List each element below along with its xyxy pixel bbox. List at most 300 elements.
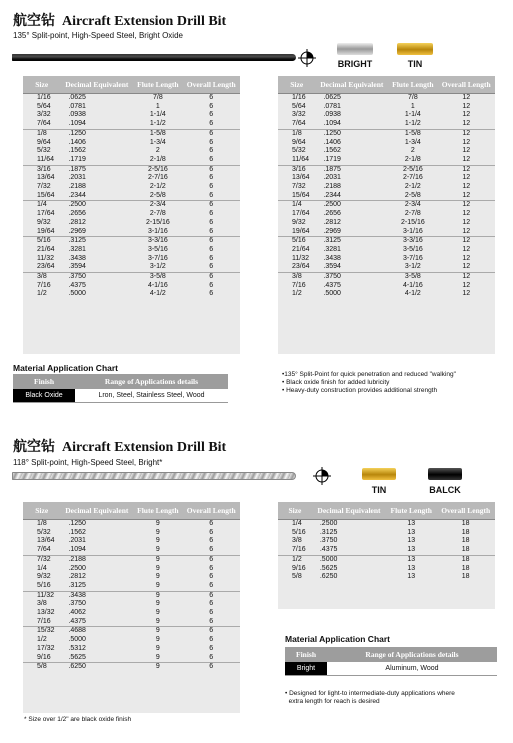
table-header-row (278, 76, 495, 94)
table-cell: .2031 (68, 537, 86, 545)
table-cell: 12 (462, 263, 471, 271)
table-row (23, 156, 240, 165)
table-row (278, 282, 495, 291)
table-cell: 12 (462, 254, 471, 262)
table-row (278, 555, 495, 564)
table-row (278, 573, 495, 582)
column-header: Size (23, 76, 60, 94)
table-cell: .5625 (68, 653, 86, 661)
table-cell: .5000 (68, 636, 86, 644)
section2-left-table-wrap (23, 502, 240, 713)
table-cell: 13 (407, 537, 416, 545)
table-row (278, 273, 495, 282)
material-header-range: Range of Applications details (75, 374, 228, 389)
table-row (23, 174, 240, 183)
table-cell: 6 (209, 245, 214, 253)
table-cell: .2344 (68, 191, 86, 199)
table-cell: 2 (155, 147, 160, 155)
table-cell: 6 (209, 227, 214, 235)
section1-title (13, 10, 226, 30)
table-cell: 9 (155, 600, 160, 608)
table-row (278, 147, 495, 156)
table-row (23, 103, 240, 112)
table-cell: 1-5/8 (133, 129, 182, 138)
table-cell: 2-3/4 (388, 201, 437, 210)
table-cell: .2031 (68, 174, 86, 182)
table-cell: 12 (438, 129, 495, 138)
table-cell: 11/64 (37, 155, 54, 163)
table-cell: 11/32 (37, 254, 54, 262)
table-cell: 17/64 (292, 210, 310, 218)
section1-drill-bit-image (12, 54, 296, 61)
table-cell: 6 (209, 138, 214, 146)
table-cell: 7/32 (37, 183, 51, 191)
split-point-crosshair-icon (298, 49, 316, 67)
table-cell: 12 (462, 245, 471, 253)
table-cell: 9/16 (37, 653, 51, 661)
table-cell: .2969 (323, 227, 341, 235)
table-row (278, 94, 495, 103)
column-header: Decimal Equivalent (315, 76, 388, 94)
table-row (23, 282, 240, 291)
table-cell: 3/16 (278, 165, 315, 174)
column-header: Overall Length (438, 76, 495, 94)
section2-subtitle: 118° Split-point, High-Speed Steel, Bright* (13, 458, 163, 467)
table-cell: 6 (209, 155, 214, 163)
column-header: Overall Length (436, 502, 495, 520)
table-cell: 9 (133, 627, 182, 636)
table-row (23, 263, 240, 272)
table-row (23, 627, 240, 636)
table-cell: .0938 (323, 111, 341, 119)
table-cell: 17/32 (37, 644, 55, 652)
table-row (278, 129, 495, 138)
table-row (23, 210, 240, 219)
table-row (278, 219, 495, 228)
table-cell: 9 (133, 591, 182, 600)
table-cell: 5/16 (292, 528, 306, 536)
table-row (278, 103, 495, 112)
table-cell: 6 (209, 644, 214, 652)
table-cell: 6 (183, 555, 240, 564)
table-cell: 1/16 (37, 94, 51, 101)
table-cell: 12 (462, 290, 471, 298)
table-cell: 7/16 (37, 281, 51, 289)
table-cell: .1875 (315, 165, 388, 174)
tin-finish-swatch (362, 468, 396, 480)
table-cell: .1562 (68, 147, 86, 155)
table-row (278, 290, 495, 299)
table-cell: 6 (183, 165, 240, 174)
table-row (23, 201, 240, 210)
note-item: •135° Split-Point for quick penetration and reduced "walking" (282, 371, 456, 378)
table-cell: 6 (209, 546, 214, 554)
table-cell: 12 (438, 165, 495, 174)
table-cell: .4375 (68, 281, 86, 289)
table-cell: .1719 (323, 155, 341, 163)
table-cell: 6 (209, 218, 214, 226)
table-row (23, 139, 240, 148)
table-row (278, 192, 495, 201)
column-header: Size (23, 502, 60, 520)
section1-left-table-wrap (23, 76, 240, 354)
table-cell: .1875 (60, 165, 133, 174)
section1-material-table (13, 374, 228, 403)
bright-label: BRIGHT (337, 59, 373, 69)
table-cell: .2812 (68, 573, 86, 581)
table-cell: 6 (209, 537, 214, 545)
table-cell: 9 (155, 653, 160, 661)
table-cell: .3750 (319, 537, 338, 545)
material-finish-cell: Black Oxide (13, 389, 75, 403)
split-point-crosshair-icon (313, 467, 331, 485)
table-cell: 7/16 (292, 546, 306, 554)
table-cell: 9 (155, 537, 160, 545)
table-row (23, 120, 240, 129)
table-cell: 13/64 (292, 174, 310, 182)
table-cell: 11/32 (292, 254, 309, 262)
section2-title-en: Aircraft Extension Drill Bit (62, 440, 227, 455)
table-cell: 6 (183, 627, 240, 636)
table-cell: 1/4 (37, 564, 47, 572)
table-cell: 13 (407, 528, 416, 536)
column-header: Decimal Equivalent (60, 76, 133, 94)
table-cell: .3125 (315, 237, 388, 246)
table-cell: 1/2 (278, 555, 312, 564)
table-row (278, 546, 495, 555)
table-cell: 6 (209, 600, 214, 608)
section2-drill-bit-image (12, 472, 296, 480)
table-cell: 2-3/4 (133, 201, 182, 210)
note-item: • Heavy-duty construction provides additional strength (282, 387, 438, 394)
table-cell: 18 (461, 573, 470, 581)
table-cell: 9/32 (37, 218, 51, 226)
section1-right-table (278, 76, 495, 299)
table-cell: 2-7/16 (147, 174, 168, 182)
table-cell: 11/32 (23, 591, 60, 600)
section1-title-en: Aircraft Extension Drill Bit (62, 14, 227, 29)
table-row (23, 183, 240, 192)
column-header: Flute Length (386, 502, 436, 520)
table-cell: 1/16 (292, 94, 306, 101)
table-cell: 1/4 (278, 201, 315, 210)
table-cell: 19/64 (292, 227, 310, 235)
table-row (23, 237, 240, 246)
table-cell: 2-5/16 (133, 165, 182, 174)
table-cell: 4-1/16 (147, 281, 168, 289)
table-cell: .2500 (68, 564, 86, 572)
table-cell: 12 (462, 155, 471, 163)
table-cell: 5/16 (23, 237, 60, 246)
table-cell: 3-1/16 (147, 227, 168, 235)
table-row (23, 255, 240, 264)
section1-right-table-wrap (278, 76, 495, 354)
table-cell: 5/8 (292, 573, 302, 581)
table-cell: .2188 (323, 183, 341, 191)
table-row (278, 520, 495, 529)
table-cell: 9 (155, 573, 160, 581)
table-row (23, 94, 240, 103)
table-cell: 13/64 (37, 174, 55, 182)
table-row (23, 165, 240, 174)
table-cell: .0781 (323, 102, 341, 110)
table-cell: 12 (462, 210, 471, 218)
table-cell: .0938 (68, 111, 86, 119)
table-cell: 18 (461, 520, 470, 527)
table-cell: .1250 (60, 129, 133, 138)
table-cell: 6 (209, 263, 214, 271)
table-row (278, 263, 495, 272)
table-cell: 2-1/8 (404, 155, 421, 163)
table-cell: 12 (462, 227, 471, 235)
table-row (278, 120, 495, 129)
table-cell: 9 (155, 581, 160, 589)
section2-right-table-wrap (278, 502, 495, 609)
table-cell: 12 (462, 138, 471, 146)
table-row (23, 618, 240, 627)
table-cell: 6 (183, 273, 240, 282)
table-cell: 3/8 (278, 273, 315, 282)
table-cell: .2656 (323, 210, 341, 218)
table-cell: .2188 (68, 183, 86, 191)
table-cell: 12 (438, 201, 495, 210)
table-cell: 7/8 (408, 94, 418, 101)
table-cell: 6 (183, 591, 240, 600)
section2-left-table (23, 502, 240, 672)
table-cell: .4688 (60, 627, 133, 636)
table-cell: .1406 (68, 138, 86, 146)
table-cell: 3-3/16 (388, 237, 437, 246)
table-cell: .2969 (68, 227, 86, 235)
table-cell: 9 (155, 528, 160, 536)
table-cell: 5/16 (278, 237, 315, 246)
section2-title (13, 436, 226, 456)
table-cell: 12 (462, 120, 471, 128)
table-cell: .5312 (68, 644, 86, 652)
table-row (23, 520, 240, 529)
table-cell: .4062 (68, 609, 86, 617)
table-cell: 15/32 (23, 627, 60, 636)
table-cell: 5/32 (37, 528, 51, 536)
table-cell: .1094 (323, 120, 341, 128)
table-cell: .3594 (68, 263, 86, 271)
table-cell: 1/2 (37, 290, 47, 298)
table-cell: 6 (209, 609, 214, 617)
table-cell: 12 (462, 94, 471, 101)
table-cell: .6250 (319, 573, 338, 581)
table-row (278, 156, 495, 165)
section2-title-cn: 航空钻 (13, 440, 55, 455)
table-cell: 6 (209, 617, 214, 625)
table-cell: 13 (386, 555, 436, 564)
table-cell: 6 (209, 254, 214, 262)
table-row (23, 636, 240, 645)
note-item: • Black oxide finish for added lubricity (282, 379, 390, 386)
table-row (278, 201, 495, 210)
table-row (23, 529, 240, 538)
tin-finish-swatch (397, 43, 433, 55)
table-cell: 3/32 (292, 111, 306, 119)
table-cell: .3281 (323, 245, 341, 253)
table-cell: 3-5/16 (402, 245, 423, 253)
table-row (23, 147, 240, 156)
table-cell: 13 (407, 564, 416, 572)
table-cell: 1/8 (23, 129, 60, 138)
table-cell: .3438 (60, 591, 133, 600)
table-header-row (23, 502, 240, 520)
table-cell: .4375 (319, 546, 338, 554)
table-cell: .2500 (319, 520, 338, 527)
table-cell: .3594 (323, 263, 341, 271)
table-cell: 12 (462, 174, 471, 182)
table-cell: 12 (462, 102, 471, 110)
table-cell: 6 (209, 120, 214, 128)
table-row (278, 174, 495, 183)
table-cell: 3-3/16 (133, 237, 182, 246)
table-cell: 1/2 (37, 636, 47, 644)
table-row (23, 565, 240, 574)
table-cell: 12 (462, 183, 471, 191)
table-row (23, 192, 240, 201)
table-cell: .3750 (60, 273, 133, 282)
table-cell: 17/64 (37, 210, 55, 218)
table-header-row (278, 502, 495, 520)
table-cell: 4-1/2 (149, 290, 166, 298)
table-cell: 6 (183, 237, 240, 246)
tin-label: TIN (371, 485, 387, 495)
table-header-row (23, 76, 240, 94)
column-header: Decimal Equivalent (60, 502, 133, 520)
table-cell: .2188 (60, 555, 133, 564)
table-cell: .2812 (68, 218, 86, 226)
table-cell: .3281 (68, 245, 86, 253)
table-cell: 7/64 (37, 546, 51, 554)
table-cell: 6 (209, 564, 214, 572)
table-cell: 6 (209, 191, 214, 199)
table-cell: 6 (209, 520, 214, 527)
section1-subtitle: 135° Split-point, High-Speed Steel, Bright Oxide (13, 31, 183, 40)
table-cell: 3-7/16 (147, 254, 168, 262)
table-cell: 18 (436, 555, 495, 564)
table-cell: 7/32 (23, 555, 60, 564)
table-cell: 3-1/2 (149, 263, 166, 271)
table-cell: 4-1/16 (402, 281, 423, 289)
table-cell: 6 (209, 290, 214, 298)
table-row (23, 111, 240, 120)
table-row (278, 255, 495, 264)
table-cell: 1-1/4 (149, 111, 166, 119)
table-cell: 6 (209, 183, 214, 191)
table-cell: 6 (209, 174, 214, 182)
table-cell: 6 (183, 201, 240, 210)
table-cell: 5/32 (37, 147, 51, 155)
table-cell: 9 (155, 617, 160, 625)
table-row (23, 609, 240, 618)
table-cell: 1/4 (292, 520, 302, 527)
table-cell: 5/8 (23, 663, 60, 672)
table-cell: 2-5/8 (149, 191, 166, 199)
table-cell: 3-5/8 (133, 273, 182, 282)
section2-material-chart-title: Material Application Chart (285, 634, 391, 644)
table-cell: 12 (438, 237, 495, 246)
table-cell: .1719 (68, 155, 86, 163)
table-cell: .6250 (60, 663, 133, 672)
table-cell: 5/32 (292, 147, 306, 155)
table-cell: 13 (407, 573, 416, 581)
table-cell: 9 (133, 663, 182, 672)
table-row (278, 210, 495, 219)
table-cell: 1-3/4 (404, 138, 421, 146)
table-cell: 11/64 (292, 155, 309, 163)
table-row (278, 537, 495, 546)
table-cell: 9 (155, 636, 160, 644)
table-cell: 6 (209, 147, 214, 155)
table-cell: .0781 (68, 102, 86, 110)
table-cell: 2 (410, 147, 415, 155)
table-cell: 1/4 (23, 201, 60, 210)
material-range-cell: Aluminum, Wood (327, 662, 497, 676)
table-cell: .1562 (68, 528, 86, 536)
table-cell: 1-1/2 (404, 120, 421, 128)
table-cell: 12 (462, 218, 471, 226)
column-header: Flute Length (388, 76, 437, 94)
table-cell: 9 (155, 564, 160, 572)
table-cell: 18 (461, 546, 470, 554)
table-cell: 19/64 (37, 227, 55, 235)
table-row (278, 565, 495, 574)
table-cell: 6 (209, 111, 214, 119)
note-item: • Designed for light-to intermediate-duty applications where (285, 690, 455, 697)
table-cell: 7/64 (292, 120, 306, 128)
table-cell: 18 (461, 537, 470, 545)
table-cell: 3-5/16 (147, 245, 168, 253)
table-cell: .2344 (323, 191, 341, 199)
table-cell: 15/64 (292, 191, 310, 199)
table-cell: 18 (461, 528, 470, 536)
section1-notes (282, 371, 456, 395)
table-cell: 3-1/16 (402, 227, 423, 235)
table-cell: 12 (462, 281, 471, 289)
table-cell: 7/32 (292, 183, 306, 191)
table-cell: 1-5/8 (388, 129, 437, 138)
table-row (278, 246, 495, 255)
table-cell: 1/8 (278, 129, 315, 138)
table-cell: 9/64 (37, 138, 51, 146)
table-row (23, 600, 240, 609)
table-cell: .1406 (323, 138, 341, 146)
table-cell: 2-5/16 (388, 165, 437, 174)
table-cell: .4375 (68, 617, 86, 625)
table-cell: 2-5/8 (404, 191, 421, 199)
table-cell: .1250 (68, 520, 86, 527)
table-cell: 7/16 (37, 617, 51, 625)
section2-footnote: * Size over 1/2" are black oxide finish (24, 716, 132, 723)
table-cell: 5/64 (37, 102, 51, 110)
table-cell: 6 (209, 636, 214, 644)
table-cell: 23/64 (292, 263, 310, 271)
table-cell: 18 (461, 564, 470, 572)
table-cell: 3/16 (23, 165, 60, 174)
table-cell: 21/64 (37, 245, 55, 253)
black-label: BALCK (429, 485, 461, 495)
table-cell: .3125 (68, 581, 86, 589)
table-cell: 6 (209, 573, 214, 581)
table-cell: .3125 (60, 237, 133, 246)
table-row (278, 165, 495, 174)
table-cell: .0625 (68, 94, 86, 101)
table-cell: 12 (462, 111, 471, 119)
table-cell: 6 (209, 210, 214, 218)
